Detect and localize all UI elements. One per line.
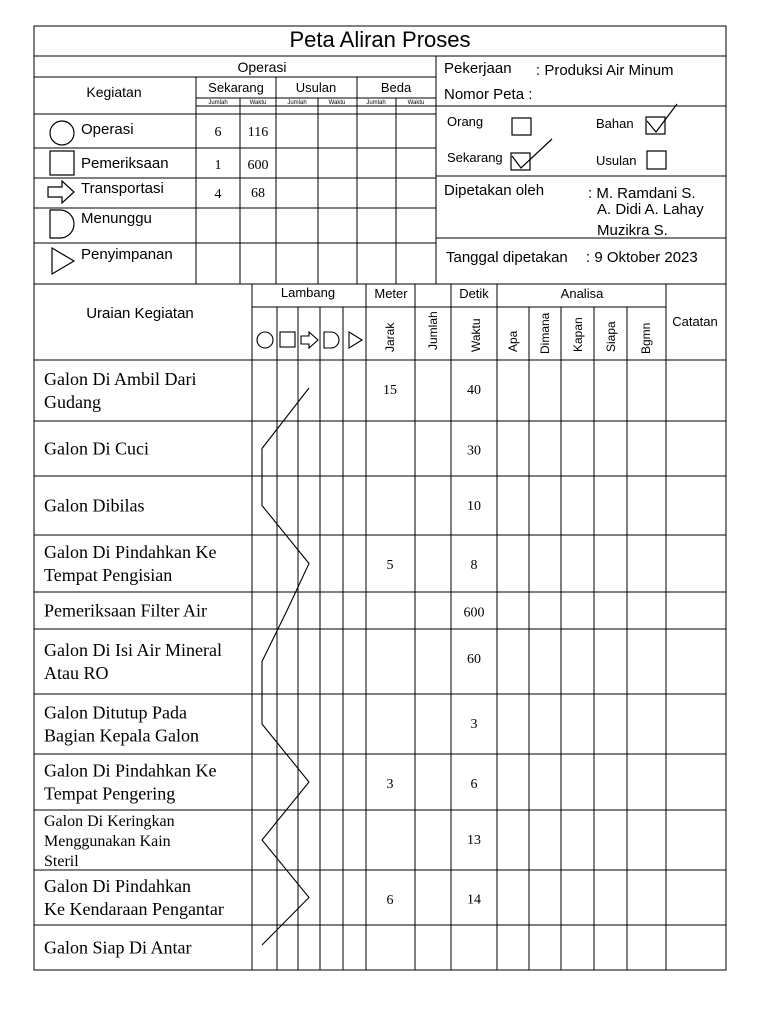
table-rows [44,369,485,958]
kegiatan-header: Kegiatan [86,84,142,100]
summary-label-pemeriksaan: Pemeriksaan [81,155,169,172]
jarak-value: 15 [383,383,397,398]
jarak-value: 5 [386,558,394,573]
uraian-text: Tempat Pengering [44,783,176,804]
sub-waktu-3: Waktu [407,100,425,106]
summary-waktu-pemeriksaan: 600 [247,158,269,173]
flow-connector-line [262,388,309,945]
waktu-header: Waktu [469,318,483,352]
orang-label: Orang [447,114,484,129]
waktu-value: 60 [467,652,481,667]
operasi-circle-icon [50,121,74,145]
bahan-check-icon [647,104,677,132]
analisa-apa-header: Apa [506,330,520,352]
dipetakan-name-2: A. Didi A. Lahay [597,201,704,218]
tanggal-value: : 9 Oktober 2023 [586,249,698,266]
header-triangle-icon [349,332,362,348]
uraian-text: Galon Di Pindahkan [44,876,191,896]
nomor-peta-label: Nomor Peta : [444,86,533,103]
header-arrow-icon [301,332,318,348]
uraian-text: Galon Di Keringkan [44,813,175,830]
tanggal-label: Tanggal dipetakan [446,249,568,266]
sub-waktu-1: Waktu [249,100,267,106]
uraian-text: Atau RO [44,663,109,683]
sekarang-label: Sekarang [447,150,503,165]
jarak-value: 3 [386,777,394,792]
dipetakan-name-1: : M. Ramdani S. [588,185,696,202]
sub-jumlah-3: Jumlah [366,100,386,106]
sub-jumlah-1: Jumlah [208,100,228,106]
uraian-text: Galon Di Pindahkan Ke [44,542,217,562]
bahan-label: Bahan [596,116,634,131]
waktu-value: 6 [470,777,478,792]
orang-checkbox[interactable] [512,118,531,135]
menunggu-d-icon [50,210,74,238]
analisa-bgmn-header: Bgmn [639,322,653,354]
jarak-header: Jarak [383,322,397,352]
pemeriksaan-square-icon [50,151,74,175]
uraian-text: Gudang [44,392,101,412]
uraian-text: Steril [44,853,79,870]
analisa-dimana-header: Dimana [538,312,552,354]
dipetakan-label: Dipetakan oleh [444,182,545,199]
analisa-header: Analisa [560,286,604,301]
meter-header: Meter [374,286,408,301]
group-usulan: Usulan [295,80,337,95]
transportasi-arrow-icon [48,181,74,203]
uraian-text: Bagian Kepala Galon [44,725,199,746]
operasi-header: Operasi [237,59,287,75]
header-circle-icon [257,332,273,348]
group-sekarang: Sekarang [208,80,264,95]
jarak-value: 6 [386,893,394,908]
pekerjaan-value: : Produksi Air Minum [536,62,674,79]
uraian-text: Tempat Pengisian [44,565,173,585]
waktu-value: 40 [467,383,481,398]
waktu-value: 13 [467,833,481,848]
summary-jumlah-pemeriksaan: 1 [214,158,222,173]
uraian-text: Menggunakan Kain [44,833,171,850]
uraian-header: Uraian Kegiatan [86,305,194,322]
sub-jumlah-2: Jumlah [287,100,307,106]
uraian-text: Galon Di Ambil Dari [44,369,197,389]
dipetakan-name-3: Muzikra S. [597,222,668,239]
uraian-text: Pemeriksaan Filter Air [44,600,207,621]
uraian-text: Galon Dibilas [44,495,145,516]
uraian-text: Galon Di Pindahkan Ke [44,760,217,781]
summary-label-operasi: Operasi [81,121,134,138]
usulan-checkbox[interactable] [647,151,666,169]
waktu-value: 30 [467,443,481,459]
catatan-header: Catatan [672,314,718,329]
waktu-value: 14 [467,892,481,908]
sub-waktu-2: Waktu [328,100,346,106]
page-title: Peta Aliran Proses [289,27,471,52]
analisa-kapan-header: Kapan [571,317,585,352]
summary-label-penyimpanan: Penyimpanan [81,246,173,263]
waktu-value: 10 [467,499,481,514]
uraian-text: Ke Kendaraan Pengantar [44,899,224,919]
waktu-value: 8 [470,558,478,573]
lambang-header: Lambang [280,285,336,300]
header-square-icon [280,332,295,347]
analisa-siapa-header: Siapa [604,321,618,352]
summary-waktu-transportasi: 68 [251,186,265,201]
waktu-value: 3 [470,717,478,732]
jumlah-header: Jumlah [426,311,440,350]
penyimpanan-triangle-icon [52,248,74,274]
summary-jumlah-operasi: 6 [214,125,222,140]
summary-jumlah-transportasi: 4 [214,187,222,202]
header-d-icon [324,332,339,348]
pekerjaan-label: Pekerjaan [444,60,512,77]
usulan-label: Usulan [596,153,637,168]
summary-label-menunggu: Menunggu [81,210,152,227]
uraian-text: Galon Siap Di Antar [44,937,192,958]
waktu-value: 600 [463,605,485,621]
summary-waktu-operasi: 116 [247,125,269,140]
uraian-text: Galon Di Isi Air Mineral [44,640,222,660]
detik-header: Detik [459,286,489,301]
group-beda: Beda [380,80,412,95]
uraian-text: Galon Di Cuci [44,438,149,459]
uraian-text: Galon Ditutup Pada [44,702,187,723]
summary-label-transportasi: Transportasi [81,180,164,197]
